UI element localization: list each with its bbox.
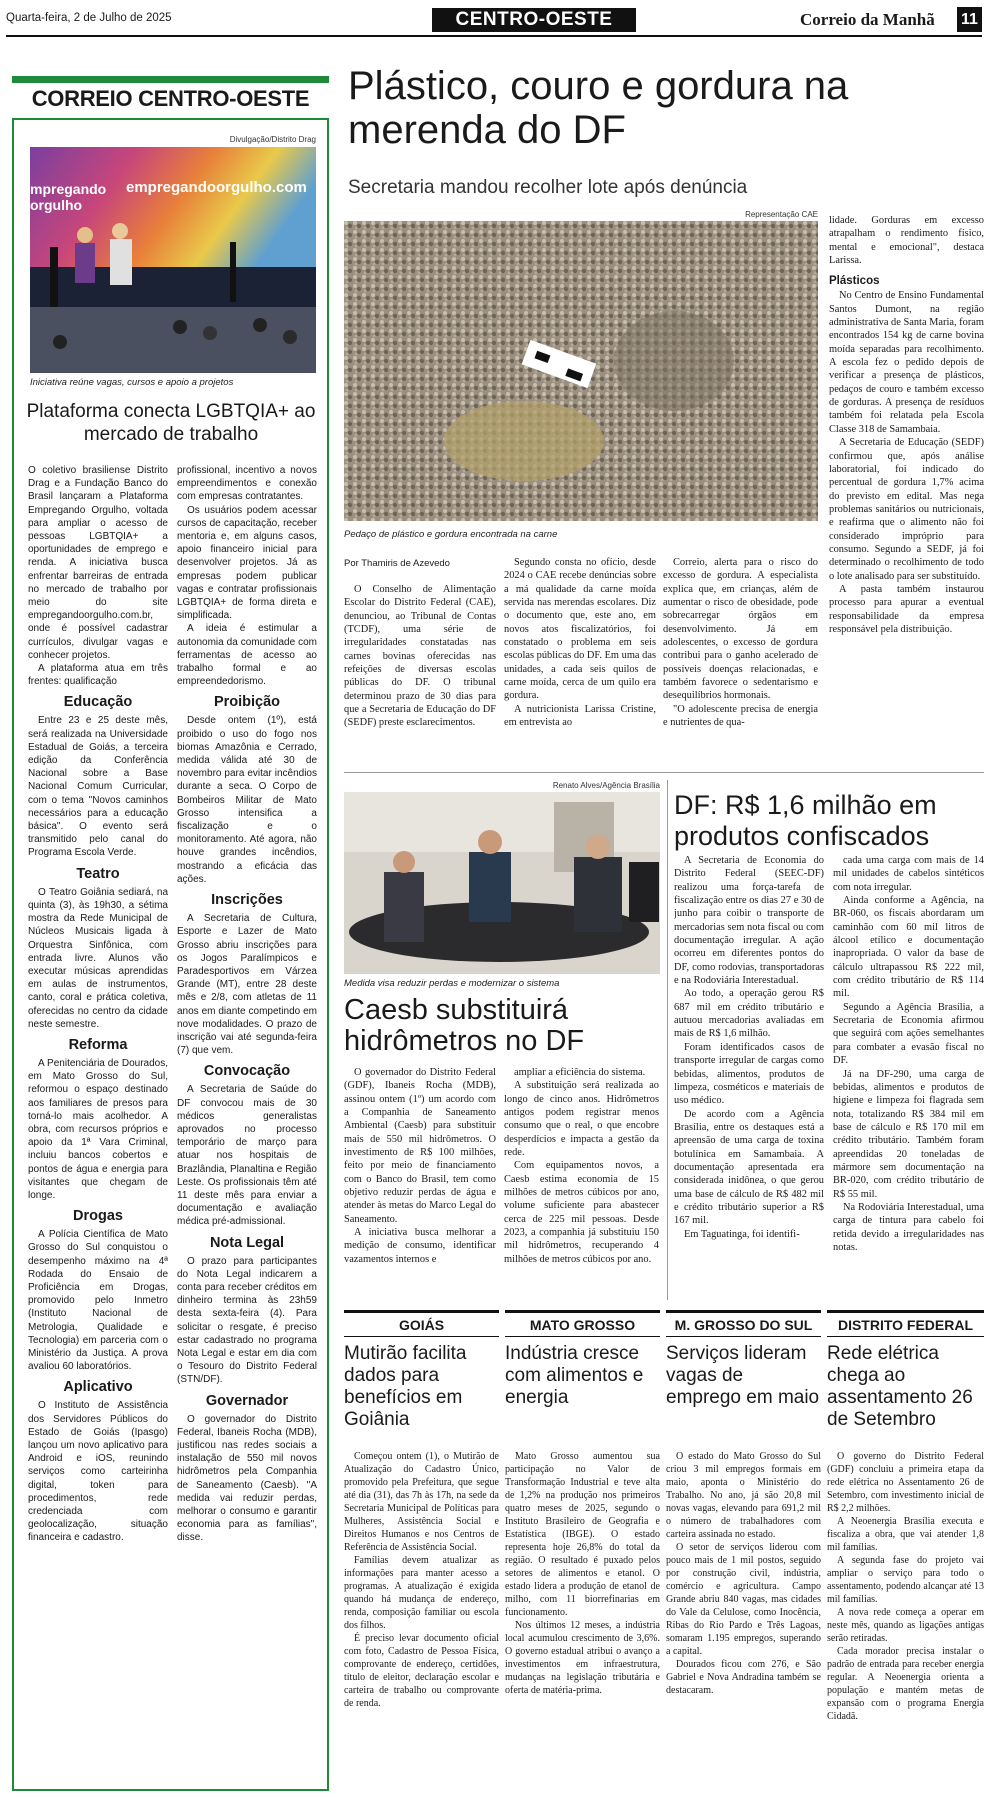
paragraph: O governo do Distrito Federal (GDF) concluiu a primeira etapa da rede elétrica no Assentamento 26 de Setembro, com investimento inicial de R$ 2,2 milhões.	[827, 1451, 984, 1514]
caesb-headline: Caesb substituirá hidrômetros no DF	[344, 994, 585, 1057]
divider-v-1	[667, 780, 668, 1300]
sidebar-photo-credit: Divulgação/Distrito Drag	[229, 135, 316, 144]
paragraph: Segundo a Agência Brasília, a Secretaria de Economia afirmou que seguirá com ações semelhantes para combater a evasão fiscal no DF.	[833, 1001, 984, 1067]
region-label: MATO GROSSO	[505, 1310, 660, 1337]
main-subhead: Secretaria mandou recolher lote após denúncia	[348, 177, 748, 198]
sidebar-subhead: Drogas	[73, 1208, 123, 1225]
header-brand: Correio da Manhã	[800, 10, 935, 29]
paragraph: O estado do Mato Grosso do Sul criou 3 mil empregos formais em maio, aponta o Ministério do Trabalho. No ano, já são 20,8 mil novas vagas, elevando para 691,2 mil o número de trabalhadores com carteira assinada no estado.	[666, 1451, 821, 1540]
region-body	[505, 1450, 660, 1790]
paragraph: "O adolescente precisa de energia e nutrientes de qua-	[663, 703, 818, 729]
sidebar-top-bar	[12, 76, 329, 83]
paragraph: Nos últimos 12 meses, a indústria local acumulou crescimento de 3,6%. O governo estadual atribui o avanço a investimentos em infraestrutura, mudanças na legislação tributária e oferta de matéria-prima.	[505, 1620, 660, 1696]
sidebar-headline: Plataforma conecta LGBTQIA+ ao mercado de trabalho	[26, 401, 316, 445]
paragraph: Entre 23 e 25 deste mês, será realizada na Universidade Estadual de Goiás, a terceira edição da Conferência Nacional sobre a Base Nacional Comum Curricular, com o tema "Novos caminhos necessários para a educação básica". O evento será transmitido pelo canal do Programa Escola Verde.	[28, 715, 168, 859]
main-col-4	[829, 214, 984, 774]
paragraph: De acordo com a Agência Brasília, entre os destaques está a apreensão de uma carga de toxina botulínica em Samambaia. A documentação apresentada era considerada inidônea, o que gerou uma base de cálculo de R$ 482 mil e crédito tributário superior a R$ 167 mil.	[674, 1108, 824, 1227]
paragraph: Ainda conforme a Agência, na BR-060, os fiscais abordaram um caminhão com 60 mil litros de álcool etílico e documentação inapropriada. O valor da base de cálculo ultrapassou R$ 222 mil, com crédito tributário de R$ 114 mil.	[833, 895, 984, 1000]
paragraph: A iniciativa busca melhorar a medição de consumo, identificar vazamentos internos e	[344, 1227, 496, 1265]
sidebar-subhead: Nota Legal	[209, 1234, 285, 1251]
sidebar-subhead: Proibição	[213, 694, 281, 711]
paragraph: No Centro de Ensino Fundamental Santos Dumont, na região administrativa de Santa Maria, foram encontrados 154 kg de carne bovina moída separadas para recolhimento. A escola fez o pedido depois de verificar a presença de plásticos, pedaços de couro e também excesso de gorduras. A presença de resíduos também foi relatada pela Escola Classe 318 de Samambaia.	[829, 290, 984, 435]
paragraph: A substituição será realizada ao longo de cinco anos. Hidrômetros antigos podem registrar menos consumo que o real, o que encobre desperdícios e impacta a gestão da rede.	[504, 1080, 659, 1159]
paragraph: Começou ontem (1), o Mutirão de Atualização do Cadastro Único, promovido pela Prefeitura, que segue até dia (31), das 7h às 17h, na sede da Secretaria Municipal de Políticas para Mulheres, Assistência Social e Direitos Humanos e nos Centros de Referência de Assistência Social.	[344, 1451, 499, 1553]
caesb-photo-caption: Medida visa reduzir perdas e modernizar o sistema	[344, 978, 560, 989]
paragraph: A Penitenciária de Dourados, em Mato Grosso do Sul, reformou o espaço destinado aos familiares de presos para torná-lo mais acolhedor. A obra, com recursos próprios e apoio da 1ª Vara Criminal, incluiu bancos cobertos e pontos de água e energia para visitantes que chegam de longe.	[28, 1057, 168, 1201]
paragraph: Dourados ficou com 276, e São Gabriel e Nova Andradina também se destacaram.	[666, 1659, 821, 1696]
sidebar-col-left	[28, 464, 168, 1784]
paragraph: Os usuários podem acessar cursos de capacitação, receber mentoria e, em alguns casos, apoio financeiro inicial para desenvolver projetos. Já as empresas podem publicar vagas e contratar profissionais LGBTQIA+ de forma direta e simplificada.	[177, 504, 317, 622]
region-headline: Rede elétrica chega ao assentamento 26 de Setembro	[827, 1343, 973, 1430]
paragraph: A Neoenergia Brasília executa e fiscaliza a obra, que vai atender 1,8 mil famílias.	[827, 1516, 984, 1553]
paragraph: A segunda fase do projeto vai ampliar o serviço para todo o assentamento, podendo alcançar até 13 mil famílias.	[827, 1555, 984, 1605]
confiscados-col-2	[833, 854, 984, 1300]
paragraph: Mato Grosso aumentou sua participação no Valor de Transformação Industrial e teve alta de 1,2% na produção nos primeiros quatro meses de 2025, segundo o Instituto Brasileiro de Geografia e Estatística (IBGE). O estado representa hoje 26,8% do total da região. O resultado é puxado pelos setores de alimentos e etanol. O estado lidera a produção de etanol de milho, com 11 biorrefinarias em funcionamento.	[505, 1451, 660, 1618]
sidebar-title: CORREIO CENTRO-OESTE	[31, 86, 310, 111]
sidebar-subhead: Educação	[63, 694, 133, 711]
paragraph: Em Taguatinga, foi identifi-	[684, 1228, 800, 1240]
region-label: DISTRITO FEDERAL	[827, 1310, 984, 1337]
region-body	[666, 1450, 821, 1790]
region-headline: Mutirão facilita dados para benefícios em Goiânia	[344, 1343, 467, 1430]
paragraph: Ao todo, a operação gerou R$ 687 mil em crédito tributário e autuou mercadorias avaliadas em mais de R$ 1,6 milhão.	[674, 988, 824, 1040]
paragraph: A nutricionista Larissa Cristine, em entrevista ao	[504, 703, 656, 729]
region-label: M. GROSSO DO SUL	[666, 1310, 821, 1337]
main-headline: Plástico, couro e gordura na merenda do DF	[348, 64, 849, 152]
sidebar-subhead: Aplicativo	[63, 1379, 133, 1396]
photo-banner-left: mpregando orgulho	[30, 181, 107, 213]
sidebar-subhead: Convocação	[203, 1063, 291, 1080]
paragraph: O prazo para participantes do Nota Legal indicarem a conta para receber créditos em dinheiro termina às 23h59 desta sexta-feira (4). Para solicitar o resgate, é preciso estar cadastrado no programa Nota Legal e estar em dia com o Tesouro do Distrito Federal (STN/DF).	[177, 1255, 317, 1386]
sidebar-subhead: Teatro	[76, 865, 120, 882]
main-photo-credit: Representação CAE	[745, 210, 818, 219]
paragraph: Desde ontem (1º), está proibido o uso do fogo nos biomas Amazônia e Cerrado, medida válida até 30 de novembro para evitar incêndios durante a seca. O Corpo de Bombeiros Militar de Mato Grosso intensifica a fiscalização e o monitoramento. Até agora, não houve grandes incêndios, mostrando a eficácia das ações.	[177, 715, 317, 885]
region-headline: Indústria cresce com alimentos e energia	[505, 1343, 644, 1408]
paragraph: A Secretaria de Cultura, Esporte e Lazer de Mato Grosso abriu inscrições para os Jogos Paralímpicos e Paradesportivos em Várzea Grande (MT), entre 28 deste mês e 2/8, com atletas de 11 anos em diante competindo em nove modalidades. O prazo de inscrição vai até segunda-feira (7) que vem.	[177, 913, 317, 1057]
header-date: Quarta-feira, 2 de Julho de 2025	[6, 12, 172, 24]
photo-banner-right: empregandoorgulho.com	[126, 179, 307, 196]
main-col-1	[344, 583, 496, 758]
paragraph: A Polícia Científica de Mato Grosso do Sul conquistou o desempenho máximo na 4ª Rodada do Ensaio de Proficiência em Drogas, promovido pelo Inmetro (Instituto Nacional de Metrologia, Qualidade e Tecnologia) em parceria com o Ministério da Justiça. A prova avaliou 60 laboratórios.	[28, 1229, 168, 1373]
sidebar-col-right	[177, 464, 317, 1784]
paragraph: A Secretaria de Educação (SEDF) confirmou que, após análise laboratorial, foi indicado do percentual de gordura 1,7% acima do previsto em edital. Mas nega problemas sanitários ou nutricionais, e reafirma que o alimento não foi considerado impróprio para consumo. Segundo a SEDF, já foi determinado o recolhimento de todo o lote analisado para ser substituído.	[829, 437, 984, 582]
header-page-number: 11	[957, 7, 982, 32]
paragraph: lidade. Gorduras em excesso atrapalham o rendimento físico, mental e emocional", destaca Larissa.	[829, 215, 984, 267]
paragraph: Foram identificados casos de transporte irregular de cargas como bebidas, alimentos, produtos de limpeza, cosméticos e materiais de uso médico.	[674, 1041, 824, 1107]
paragraph: A plataforma atua em três frentes: qualificação	[28, 663, 168, 688]
paragraph: O governador do Distrito Federal, Ibaneis Rocha (MDB), justificou nas redes sociais a instalação de 550 mil novos hidrômetros pela Companhia de Saneamento (Caesb). "A medida vai reduzir perdas, melhorar o consumo e garantir economia para as famílias", disse.	[177, 1413, 317, 1544]
caesb-col-2	[504, 1066, 659, 1306]
sidebar-photo-caption: Iniciativa reúne vagas, cursos e apoio a projetos	[30, 377, 234, 388]
region-body	[344, 1450, 499, 1790]
caesb-col-1	[344, 1066, 496, 1306]
main-byline: Por Thamiris de Azevedo	[344, 558, 450, 569]
paragraph: A Secretaria de Saúde do DF convocou mais de 30 médicos generalistas aprovados no processo temporário de março para atuar nos hospitais de Brazlândia, Planaltina e Região Leste. Os profissionais têm até 11 deste mês para enviar a documentação e avaliação médica pré-admissional.	[177, 1084, 317, 1228]
paragraph: O Instituto de Assistência dos Servidores Públicos do Estado de Goiás (Ipasgo) lançou um novo aplicativo para Android e iOS, reunindo serviços como carteirinha digital, token para procedimentos, rede credenciada com geolocalização, situação financeira e cadastro.	[28, 1400, 168, 1544]
paragraph: A nova rede começa a operar em neste mês, quando as ligações antigas serão retiradas.	[827, 1607, 984, 1644]
paragraph: Famílias devem atualizar as informações para manter acesso a programas. A atualização é exigida quando há mudança de endereço, renda, composição familiar ou escola dos filhos.	[344, 1555, 499, 1631]
paragraph: ampliar a eficiência do sistema.	[514, 1067, 646, 1078]
confiscados-headline: DF: R$ 1,6 milhão em produtos confiscados	[674, 790, 937, 851]
sidebar-event-photo	[30, 147, 316, 373]
header-section: CENTRO-OESTE	[432, 8, 636, 32]
region-headline: Serviços lideram vagas de emprego em maio	[666, 1343, 820, 1408]
region-body	[827, 1450, 984, 1790]
main-subhead-plasticos: Plásticos	[829, 275, 880, 288]
main-col-2	[504, 556, 656, 766]
caesb-photo-credit: Renato Alves/Agência Brasília	[552, 781, 660, 790]
sidebar-subhead: Reforma	[68, 1036, 128, 1053]
region-label: GOIÁS	[344, 1310, 499, 1337]
paragraph: O Conselho de Alimentação Escolar do Distrito Federal (CAE), denunciou, ao Tribunal de Contas (TCDF), uma série de irregularidades constatadas nas carnes bovinas oferecidas nas refeições de diversas escolas públicas do DF. O tribunal determinou prazo de 30 dias para que a Secretaria de Educação do DF (SEDF) preste esclarecimentos.	[344, 584, 496, 729]
main-col-3	[663, 556, 818, 766]
paragraph: O governador do Distrito Federal (GDF), Ibaneis Rocha (MDB), assinou ontem (1º) um acordo com a Companhia de Saneamento Ambiental (Caesb) para substituir mais de 550 mil hidrômetros. O investimento de R$ 100 milhões, feito por meio de financiamento com o Banco do Brasil, tem como objetivo reduzir perdas de água e atender às metas do Marco Legal do Saneamento.	[344, 1067, 496, 1225]
sidebar-subhead: Inscrições	[211, 892, 283, 909]
main-meat-photo	[344, 221, 818, 521]
paragraph: A ideia é estimular a autonomia da comunidade com ferramentas de acesso ao trabalho formal e ao empreendedorismo.	[177, 623, 317, 688]
main-photo-caption: Pedaço de plástico e gordura encontrada na carne	[344, 529, 558, 540]
paragraph: O coletivo brasiliense Distrito Drag e a Fundação Banco do Brasil lançaram a Plataforma Empregando Orgulho, voltada para ampliar o acesso de pessoas LGBTQIA+ a oportunidades de emprego e renda. A iniciativa busca enfrentar barreiras de entrada no mercado de trabalho por meio do site empregandoorgulho.com.br, onde é possível cadastrar currículos, divulgar vagas e conhecer projetos.	[28, 465, 168, 661]
confiscados-col-1	[674, 854, 824, 1300]
paragraph: A Secretaria de Economia do Distrito Federal (SEEC-DF) realizou uma força-tarefa de fiscalização entre os dias 27 e 30 de junho para coibir o transporte de mercadorias sem nota fiscal ou com documentação irregular. A ação ocorreu em diferentes pontos do DF, como rodovias, transportadoras e na Rodoviária Interestadual.	[674, 855, 824, 987]
sidebar-subhead: Governador	[205, 1392, 289, 1409]
header-rule	[6, 35, 982, 37]
paragraph: O Teatro Goiânia sediará, na quinta (3), às 19h30, a sétima mostra da Rede Municipal de Núcleos Musicais ligada à Orquestra Sinfônica, com entrada livre. Alunos vão executar músicas aprendidas em aulas de instrumentos, canto, coral e prática coletiva, oferecidas no centro da cidade neste semestre.	[28, 886, 168, 1030]
paragraph: Com equipamentos novos, a Caesb estima economia de 15 milhões de metros cúbicos por ano, volume suficiente para abastecer cerca de 225 mil pessoas. Desde 2023, a companhia já substituiu 150 mil hidrômetros, recuperando 4 milhões de metros cúbicos por ano.	[504, 1160, 659, 1265]
paragraph: Segundo consta no ofício, desde 2024 o CAE recebe denúncias sobre a má qualidade da carne moída servida nas merendas escolares. Diz o documento que, este ano, em novos atos fiscalizatórios, foi constatado o problema em seis escolas públicas do DF. Em uma das unidades, a cada seis quilos de carne moída, cerca de um quilo era gordura.	[504, 557, 656, 702]
paragraph: O setor de serviços liderou com pouco mais de 1 mil postos, seguido por construção civil, indústria, comércio e agricultura. Campo Grande abriu 840 vagas, mas cidades do Vale da Celulose, como Inocência, Ribas do Rio Pardo e Três Lagoas, somaram 1.195 empregos, superando a capital.	[666, 1542, 821, 1657]
paragraph: Cada morador precisa instalar o padrão de entrada para receber energia regular. A Neoenergia orienta a população e mantém metas de expansão com o programa Energia Cidadã.	[827, 1646, 984, 1722]
caesb-meeting-photo	[344, 792, 660, 974]
paragraph: cada uma carga com mais de 14 mil unidades de cabelos sintéticos com nota irregular.	[833, 855, 984, 893]
divider-h-1	[344, 772, 984, 773]
paragraph: A pasta também instaurou processo para apurar a eventual responsabilidade da empresa responsável pela distribuição.	[829, 583, 984, 635]
paragraph: Na Rodoviária Interestadual, uma carga de tintura para cabelo foi retida devido a irregularidades nas notas.	[833, 1201, 984, 1253]
paragraph: Correio, alerta para o risco do excesso de gordura. A especialista explica que, em crianças, além de aumentar o risco de obesidade, pode sobrecarregar órgãos em desenvolvimento. Já em adolescentes, o excesso de gordura contribui para o ganho acelerado de possíveis doenças relacionadas, e também favorece o sedentarismo e desequilíbrios hormonais.	[663, 557, 818, 702]
paragraph: Já na DF-290, uma carga de bebidas, alimentos e produtos de higiene e limpeza foi flagrada sem nota, totalizando R$ 384 mil em base de cálculo e R$ 170 mil em crédito tributário. Também foram apreendidas 20 toneladas de mármore sem documentação na BR-020, com crédito tributário de R$ 55 mil.	[833, 1068, 984, 1200]
paragraph: É preciso levar documento oficial com foto, Cadastro de Pessoa Física, comprovante de endereço, certidões, título de eleitor, declaração escolar e carteira de trabalho ou comprovante de renda.	[344, 1633, 499, 1709]
paragraph: profissional, incentivo a novos empreendimentos e conexão com empresas contratantes.	[177, 465, 317, 503]
